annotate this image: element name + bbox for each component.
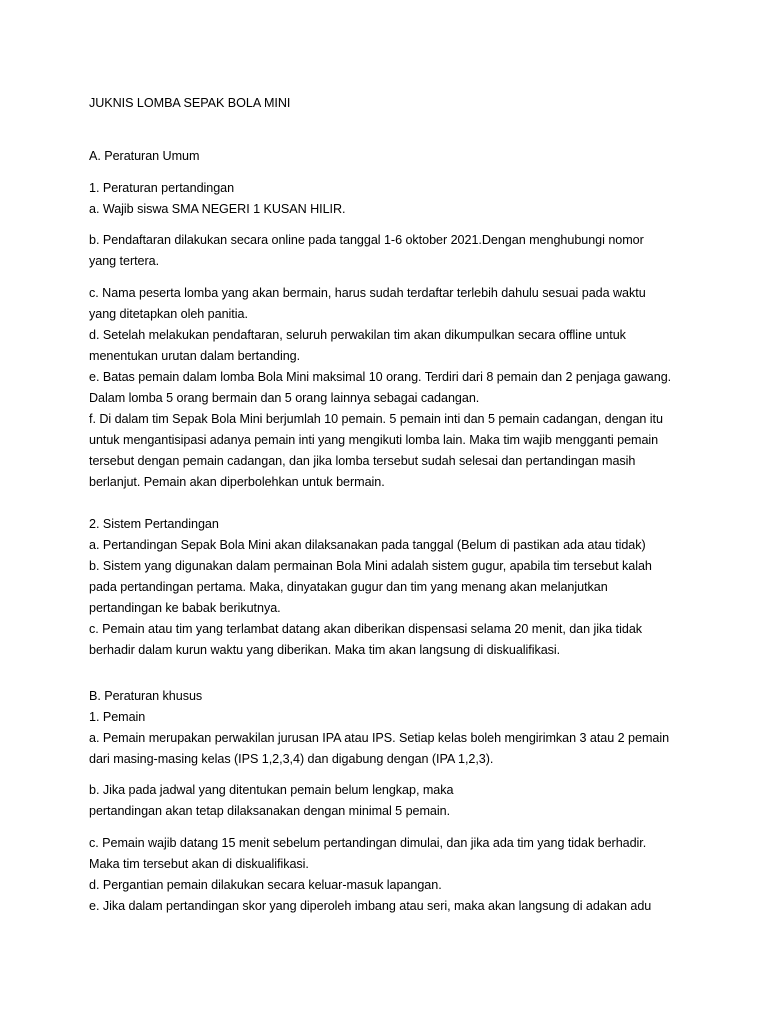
section-b-sub1-item-e: e. Jika dalam pertandingan skor yang diperoleh imbang atau seri, maka akan langsung di adakan adu	[89, 899, 652, 913]
section-a-sub1-item-b	[89, 230, 689, 272]
paragraph-line: b. Jika pada jadwal yang ditentukan pemain belum lengkap, maka	[89, 783, 454, 797]
section-a-sub1-item-d: d. Setelah melakukan pendaftaran, seluruh perwakilan tim akan dikumpulkan secara offline untuk	[89, 328, 626, 342]
paragraph-line: berhadir dalam kurun waktu yang diberikan. Maka tim akan langsung di diskualifikasi.	[89, 643, 561, 657]
document-title-block	[89, 93, 689, 114]
paragraph-line: menentukan urutan dalam bertanding.	[89, 349, 301, 363]
section-b-sub1-item-a: a. Pemain merupakan perwakilan jurusan IPA atau IPS. Setiap kelas boleh mengirimkan 3 atau 2 pemain	[89, 731, 670, 745]
section-a-sub2-item-a: a. Pertandingan Sepak Bola Mini akan dilaksanakan pada tanggal (Belum di pastikan ada atau tidak)	[89, 538, 646, 552]
paragraph-line: pertandingan akan tetap dilaksanakan dengan minimal 5 pemain.	[89, 804, 451, 818]
section-a-sub2-item-b: b. Sistem yang digunakan dalam permainan Bola Mini adalah sistem gugur, apabila tim tersebut kalah	[89, 559, 652, 573]
section-a-sub1-item-e: e. Batas pemain dalam lomba Bola Mini maksimal 10 orang. Terdiri dari 8 pemain dan 2 penjaga gawang.	[89, 370, 672, 384]
section-b-sub1-items-c-to-e	[89, 833, 689, 917]
paragraph-line: pertandingan ke babak berikutnya.	[89, 601, 281, 615]
section-a-sub1-heading: 1. Peraturan pertandingan	[89, 181, 235, 195]
section-a-sub1-items-c-to-f	[89, 283, 689, 493]
paragraph-line: dari masing-masing kelas (IPS 1,2,3,4) dan digabung dengan (IPA 1,2,3).	[89, 752, 494, 766]
document-title: JUKNIS LOMBA SEPAK BOLA MINI	[89, 96, 291, 110]
section-b-heading: B. Peraturan khusus	[89, 689, 203, 703]
section-a-sub2-heading: 2. Sistem Pertandingan	[89, 517, 219, 531]
paragraph-line: untuk mengantisipasi adanya pemain inti yang mengikuti lomba lain. Maka tim wajib mengganti pemain	[89, 433, 659, 447]
section-a-sub2-item-c: c. Pemain atau tim yang terlambat datang akan diberikan dispensasi selama 20 menit, dan jika tidak	[89, 622, 643, 636]
paragraph-line: yang ditetapkan oleh panitia.	[89, 307, 248, 321]
paragraph-line: pada pertandingan pertama. Maka, dinyatakan gugur dan tim yang menang akan melanjutkan	[89, 580, 608, 594]
paragraph-line: Dalam lomba 5 orang bermain dan 5 orang lainnya sebagai cadangan.	[89, 391, 480, 405]
section-a-sub1-item-a: a. Wajib siswa SMA NEGERI 1 KUSAN HILIR.	[89, 202, 346, 216]
section-b-block	[89, 686, 689, 770]
section-a-sub1-block	[89, 178, 689, 220]
paragraph-line: Maka tim tersebut akan di diskualifikasi.	[89, 857, 309, 871]
section-a-sub1-item-c: c. Nama peserta lomba yang akan bermain, harus sudah terdaftar terlebih dahulu sesuai pada waktu	[89, 286, 646, 300]
section-b-sub1-heading: 1. Pemain	[89, 710, 146, 724]
section-a-sub2-block	[89, 514, 689, 661]
section-b-sub1-item-c: c. Pemain wajib datang 15 menit sebelum pertandingan dimulai, dan jika ada tim yang tidak berhadir.	[89, 836, 647, 850]
section-a-heading-block	[89, 146, 689, 167]
section-a-sub1-item-f: f. Di dalam tim Sepak Bola Mini berjumlah 10 pemain. 5 pemain inti dan 5 pemain cadangan, dengan itu	[89, 412, 663, 426]
section-a-heading: A. Peraturan Umum	[89, 149, 200, 163]
paragraph-line: b. Pendaftaran dilakukan secara online pada tanggal 1-6 oktober 2021.Dengan menghubungi nomor	[89, 233, 644, 247]
section-b-sub1-item-b	[89, 780, 689, 822]
section-b-sub1-item-d: d. Pergantian pemain dilakukan secara keluar-masuk lapangan.	[89, 878, 442, 892]
paragraph-line: yang tertera.	[89, 254, 160, 268]
paragraph-line: tersebut dengan pemain cadangan, dan jika lomba tersebut sudah selesai dan pertandingan masih	[89, 454, 636, 468]
paragraph-line: berlanjut. Pemain akan diperbolehkan untuk bermain.	[89, 475, 385, 489]
